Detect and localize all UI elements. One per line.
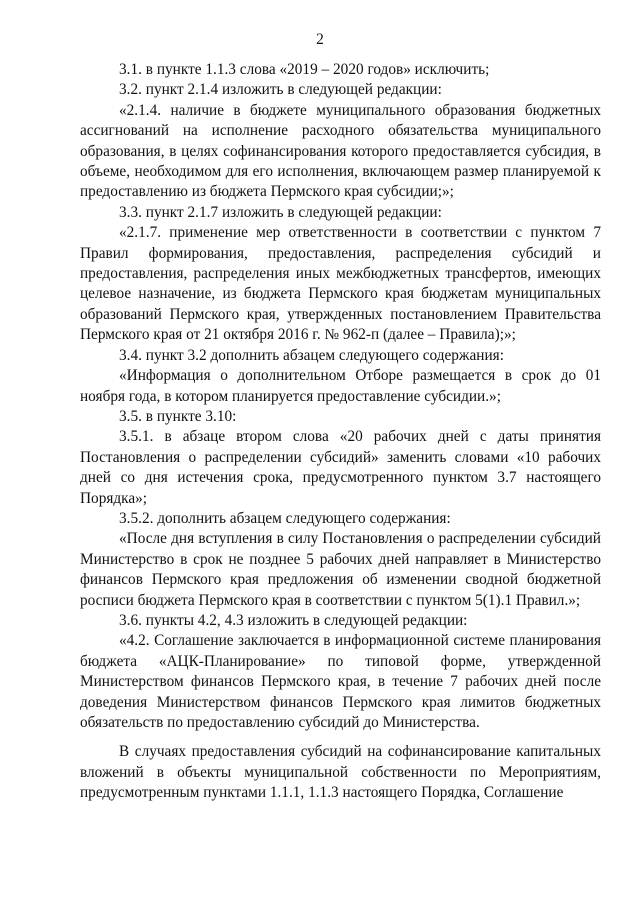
paragraph-capital-investments: В случаях предоставления субсидий на софинансирование капитальных вложений в объекты муниципальной собственности по Мероприятиям, предусмотренным пунктами 1.1.1, 1.1.3 настоящего Порядка, Соглашение [80, 743, 601, 802]
paragraph-3-1: 3.1. в пункте 1.1.3 слова «2019 – 2020 годов» исключить; [119, 61, 490, 78]
paragraph-3-5-2: 3.5.2. дополнить абзацем следующего содержания: [119, 509, 451, 527]
paragraph-3-3: 3.3. пункт 2.1.7 изложить в следующей редакции: [119, 203, 442, 221]
paragraph-3-5: 3.5. в пункте 3.10: [119, 407, 237, 425]
page-number: 2 [316, 31, 324, 48]
paragraph-4-2: «4.2. Соглашение заключается в информационной системе планирования бюджета «АЦК-Планирование» по типовой форме, утвержденной Министерством финансов Пермского края, в течение 7 рабочих дней после доведения Министерством финансов Пермского края лимитов бюджетных обязательств по предоставлению субсидий до Министерства. [80, 632, 601, 731]
paragraph-after-day: «После дня вступления в силу Постановления о распределении субсидий Министерство в срок не позднее 5 рабочих дней направляет в Министерство финансов Пермского края предложения об изменении сводной бюджетной росписи бюджета Пермского края в соответствии с пунктом 5(1).1 Правил.»; [80, 530, 601, 609]
document-body [80, 60, 601, 804]
paragraph-3-5-1: 3.5.1. в абзаце втором слова «20 рабочих дней с даты принятия Постановления о распределении субсидий» заменить словами «10 рабочих дней со дня истечения срока, предусмотренного пунктом 3.7 настоящего Порядка»; [80, 428, 601, 507]
paragraph-3-2: 3.2. пункт 2.1.4 изложить в следующей редакции: [119, 81, 442, 99]
paragraph-3-4: 3.4. пункт 3.2 дополнить абзацем следующего содержания: [119, 346, 504, 364]
paragraph-information: «Информация о дополнительном Отборе размещается в срок до 01 ноября года, в котором планируется предоставление субсидии.»; [80, 367, 601, 405]
paragraph-2-1-7: «2.1.7. применение мер ответственности в соответствии с пунктом 7 Правил формирования, предоставления, распределения субсидий и предоставления, распределения иных межбюджетных трансфертов, имеющих целевое назначение, из бюджета Пермского края бюджетам муниципальных образований Пермского края, утвержденных постановлением Правительства Пермского края от 21 октября 2016 г. № 962-п (далее – Правила);»; [80, 224, 601, 344]
paragraph-3-6: 3.6. пункты 4.2, 4.3 изложить в следующей редакции: [119, 611, 468, 629]
paragraph-2-1-4: «2.1.4. наличие в бюджете муниципального образования бюджетных ассигнований на исполнение расходного обязательства муниципального образования, в целях софинансирования которого предоставляется субсидия, в объеме, необходимом для его исполнения, включающем размер планируемой к предоставлению из бюджета Пермского края субсидии;»; [80, 101, 601, 201]
